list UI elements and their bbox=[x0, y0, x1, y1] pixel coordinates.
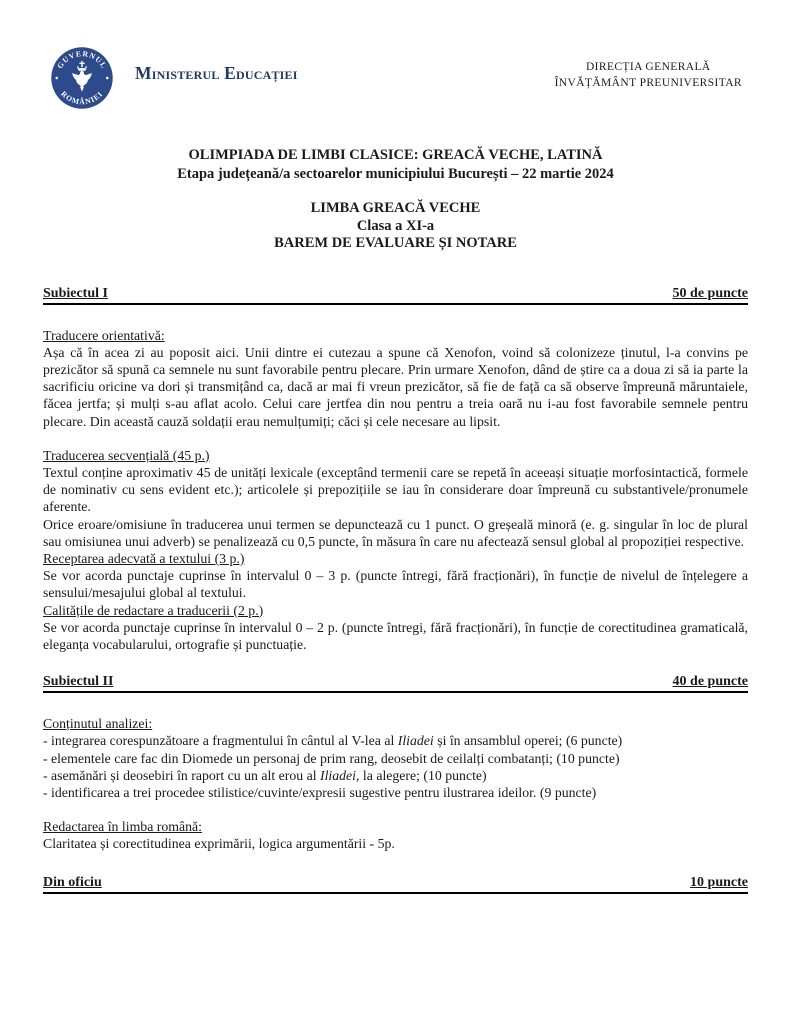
ministry-name: Ministerul Educației bbox=[135, 62, 298, 83]
analysis-bullet-list bbox=[43, 732, 748, 801]
bullet1-tail: și în ansamblul operei; (6 puncte) bbox=[433, 733, 623, 749]
stage-subtitle: Etapa județeană/a sectoarelor municipiului București – 22 martie 2024 bbox=[177, 166, 614, 182]
bullet1-italic: Iliadei bbox=[397, 733, 434, 749]
subject1-label: Subiectul I bbox=[43, 285, 108, 301]
grade-title: Clasa a XI-a bbox=[356, 217, 435, 234]
bullet1-text: - integrarea corespunzătoare a fragmentului în cântul al V-lea al bbox=[43, 733, 398, 749]
oficiu-label: Din oficiu bbox=[43, 874, 102, 890]
olympiad-title: OLIMPIADA DE LIMBI CLASICE: GREACĂ VECHE, LATINĂ bbox=[188, 147, 603, 163]
section-header-subject2 bbox=[43, 674, 748, 693]
logo-top-text: GUVERNUL bbox=[55, 49, 109, 71]
analysis-bullet-2 bbox=[43, 750, 748, 767]
bullet3-italic: Iliadei bbox=[320, 767, 357, 783]
heading-text-reception: Receptarea adecvată a textului (3 p.) bbox=[43, 550, 245, 566]
bullet3-tail: , la alegere; (10 puncte) bbox=[356, 767, 487, 783]
paragraph-text-reception: Se vor acorda punctaje cuprinse în intervalul 0 – 3 p. (puncte întregi, fără fracționări), în funcție de nivelul de înțelegere a sensului/mesajului global al textului. bbox=[43, 568, 748, 601]
government-of-romania-logo bbox=[50, 46, 114, 110]
bullet3-text: - asemănări și deosebiri în raport cu un alt erou al bbox=[43, 767, 320, 783]
analysis-bullet-1 bbox=[43, 732, 748, 749]
subject1-points: 50 de puncte bbox=[672, 285, 748, 301]
subject-block bbox=[43, 200, 748, 253]
heading-orientative-translation: Traducere orientativă: bbox=[43, 327, 165, 343]
section-header-subject1 bbox=[43, 286, 748, 305]
bullet2-text: - elementele care fac din Diomede un personaj de prim rang, deosebit de ceilalți combatanți; (10 puncte) bbox=[43, 750, 620, 766]
paragraph-romanian-redaction: Claritatea și corectitudinea exprimării, logica argumentării - 5p. bbox=[43, 836, 395, 852]
language-title: LIMBA GREACĂ VECHE bbox=[310, 200, 481, 216]
subject2-label: Subiectul II bbox=[43, 674, 114, 690]
logo-bottom-text: ROMÂNIEI bbox=[59, 89, 105, 107]
logo-dot-right bbox=[106, 77, 109, 80]
bullet4-text: - identificarea a trei procedee stilistice/cuvinte/expresii sugestive pentru ilustrarea ideilor. (9 puncte) bbox=[43, 784, 597, 800]
directorate-line2: ÎNVĂȚĂMÂNT PREUNIVERSITAR bbox=[554, 77, 742, 89]
section-header-oficiu bbox=[43, 875, 748, 894]
document-header bbox=[43, 46, 748, 110]
heading-analysis-content: Conținutul analizei: bbox=[43, 716, 153, 732]
paragraph-lexical-units: Textul conține aproximativ 45 de unități lexicale (exceptând termenii care se repetă în aceeași situație morfosintactică, formele de nominativ cu sens evident etc.); articolele și prepozițiile se iau în considerare doar împreună cu substantivele/pronumele aferente. bbox=[43, 464, 748, 515]
directorate-line1: DIRECȚIA GENERALĂ bbox=[585, 60, 711, 73]
heading-romanian-redaction: Redactarea în limba română: bbox=[43, 819, 202, 835]
paragraph-redaction-quality: Se vor acorda punctaje cuprinse în intervalul 0 – 2 p. (puncte întregi, fără fracționări), în funcție de corectitudinea gramaticală, eleganța vocabularului, ortografie și punctuație. bbox=[43, 619, 748, 652]
oficiu-points: 10 puncte bbox=[690, 874, 748, 890]
subject2-points: 40 de puncte bbox=[672, 674, 748, 690]
paragraph-orientative-translation: Așa că în acea zi au poposit aici. Unii dintre ei cutezau a spune că Xenofon, voind să colonizeze ținutul, l-a convins pe prezicător să spună ca semnele nu sunt favorabile pentru plecare. Prin urmare Xenofon, dând de știre ca a doua zi să ia parte la sacrificiu oricine va dori și transmițând ca, dacă ar mai fi vreun prezicător, să fie de față ca să observe împreună măruntaiele, făcea jertfa; și mulți s-au aflat acolo. Celui care jertfea din nou pentru a treia oară nu i-au fost favorabile semnele pentru plecare. Din această cauză soldații erau nemulțumiți; căci și cele necesare au lipsit. bbox=[43, 344, 748, 429]
heading-redaction-quality: Calitățile de redactare a traducerii (2 p.) bbox=[43, 602, 264, 618]
directorate-block bbox=[555, 59, 742, 98]
paragraph-error-penalties: Orice eroare/omisiune în traducerea unui termen se depunctează cu 1 punct. O greșeală minoră (e. g. singular în loc de plural sau omisiunea unui adverb) se penalizează cu 0,5 puncte, în măsura în care nu afectează sensul global al propoziției respective. bbox=[43, 516, 748, 549]
logo-dot-left bbox=[55, 77, 58, 80]
barem-title: BAREM DE EVALUARE ȘI NOTARE bbox=[274, 235, 517, 251]
heading-sequential-translation: Traducerea secvențială (45 p.) bbox=[43, 447, 210, 463]
title-block bbox=[43, 146, 748, 184]
analysis-bullet-3 bbox=[43, 767, 748, 784]
analysis-bullet-4 bbox=[43, 784, 748, 801]
